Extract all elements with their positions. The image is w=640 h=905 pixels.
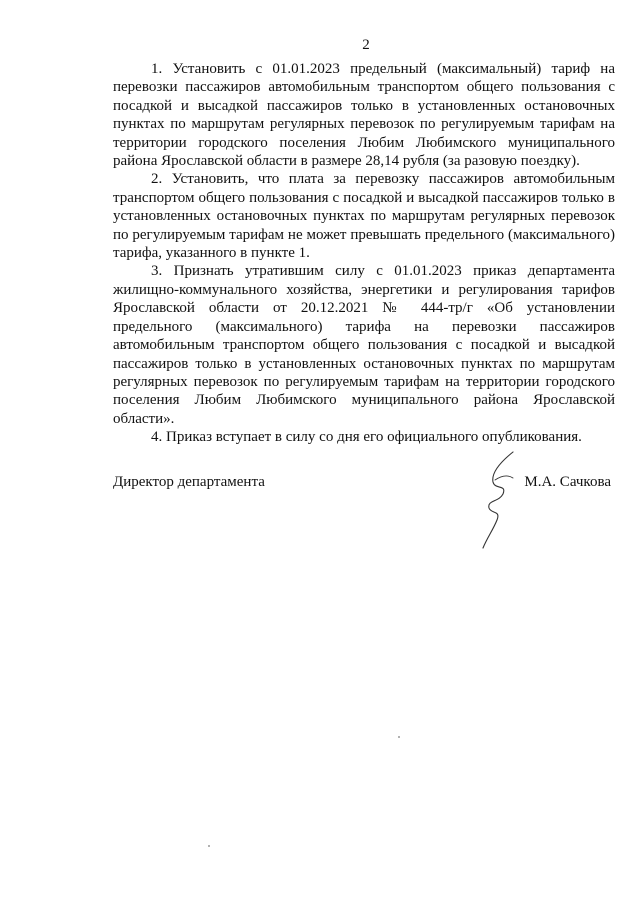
page-number: 2 xyxy=(362,37,370,53)
signature-block xyxy=(113,474,615,554)
handwritten-signature-icon xyxy=(473,450,533,550)
signatory-name: М.А. Сачкова xyxy=(524,474,611,490)
scan-speck xyxy=(208,845,210,847)
scan-speck xyxy=(398,736,400,738)
paragraph-2: 2. Установить, что плата за перевозку пассажиров автомобильным транспортом общего пользования с посадкой и высадкой пассажиров только в установленных остановочных пунктах по маршрутам регулярных перевозок по регулируемым тарифам не может превышать предельного (максимального) тарифа, указанного в пункте 1. xyxy=(113,171,615,262)
paragraph-4: 4. Приказ вступает в силу со дня его официального опубликования. xyxy=(151,429,582,446)
signatory-position: Директор департамента xyxy=(113,474,265,490)
document-body xyxy=(113,60,615,447)
paragraph-1: 1. Установить с 01.01.2023 предельный (максимальный) тариф на перевозки пассажиров автомобильным транспортом общего пользования с посадкой и высадкой пассажиров только в установленных остановочных пунктах по маршрутам регулярных перевозок по регулируемым тарифам на территории городского поселения Любим Любимского муниципального района Ярославской области в размере 28,14 рубля (за разовую поездку). xyxy=(113,61,615,170)
paragraph-3: 3. Признать утратившим силу с 01.01.2023 приказ департамента жилищно-коммунального хозяйства, энергетики и регулирования тарифов Ярославской области от 20.12.2021 № 444-тр/г «Об установлении предельного (максимального) тарифа на перевозки пассажиров автомобильным транспортом общего пользования с посадкой и высадкой пассажиров только в установленных остановочных пунктах по маршрутам регулярных перевозок по регулируемым тарифам на территории городского поселения Любим Любимского муниципального района Ярославской области». xyxy=(113,263,615,427)
